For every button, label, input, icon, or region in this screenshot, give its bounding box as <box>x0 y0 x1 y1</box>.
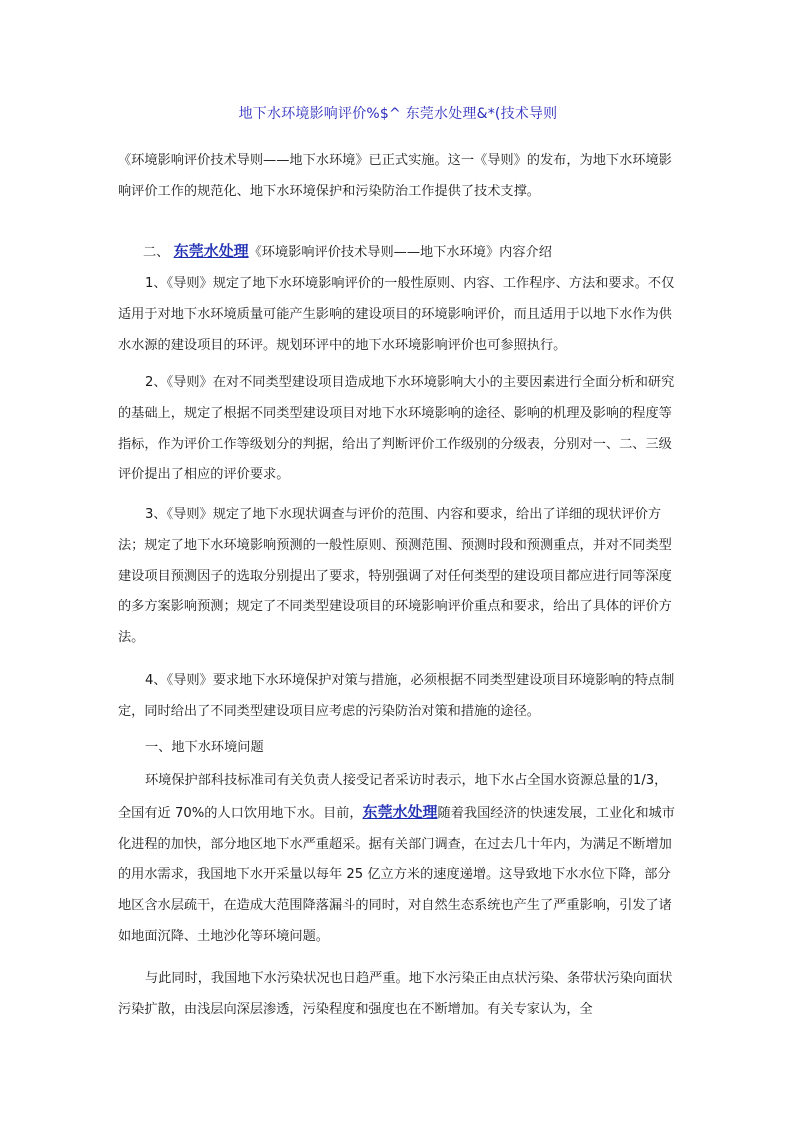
section1-heading: 一、地下水环境问题 <box>145 740 264 755</box>
guide-item-1: 1、《导则》规定了地下水环境影响评价的一般性原则、内容、工作程序、方法和要求。不仅适用于对地下水环境质量可能产生影响的建设项目的环境影响评价，而且适用于以地下水作为供水水源的建设项目的环评。规划环评中的地下水环境影响评价也可参照执行。 <box>118 276 675 353</box>
groundwater-problem-paragraph <box>118 766 678 953</box>
guide-item-4: 4、《导则》要求地下水环境保护对策与措施，必须根据不同类型建设项目环境影响的特点制定，同时给出了不同类型建设项目应考虑的污染防治对策和措施的途径。 <box>118 673 675 719</box>
pollution-paragraph: 与此同时，我国地下水污染状况也日趋严重。地下水污染正由点状污染、条带状污染向面状污染扩散，由浅层向深层渗透，污染程度和强度也在不断增加。有关专家认为，全 <box>118 971 673 1017</box>
document-title: 地下水环境影响评价%$^ 东莞水处理&*(技术导则 <box>238 106 558 122</box>
section2-suffix: 《环境影响评价技术导则——地下水环境》内容介绍 <box>248 245 552 260</box>
para-a-before: 环境保护部科技标准司有关负责人接受记者采访时表示，地下水占全国水资源总量的1/3，全国有近 70%的人口饮用地下水。目前， <box>118 773 668 821</box>
dongguan-water-link[interactable]: 东莞水处理 <box>173 242 249 260</box>
para-a-after: 随着我国经济的快速发展，工业化和城市化进程的加快，部分地区地下水严重超采。据有关部门调查，在过去几十年内，为满足不断增加的用水需求，我国地下水开采量以每年 25 亿立方米的速度递增。这导致地下水水位下降，部分地区含水层疏干，在造成大范围降落漏斗的同时，对自然生态系统也产生了严重影响，引发了诸如地面沉降、土地沙化等环境问题。 <box>118 805 675 944</box>
section2-heading <box>143 236 678 269</box>
guide-item-2: 2、《导则》在对不同类型建设项目造成地下水环境影响大小的主要因素进行全面分析和研究的基础上，规定了根据不同类型建设项目对地下水环境影响的途径、影响的机理及影响的程度等指标，作为评价工作等级划分的判据，给出了判断评价工作级别的分级表，分别对一、二、三级评价提出了相应的评价要求。 <box>118 375 675 483</box>
guide-item-3: 3、《导则》规定了地下水现状调查与评价的范围、内容和要求，给出了详细的现状评价方法；规定了地下水环境影响预测的一般性原则、预测范围、预测时段和预测重点，并对不同类型建设项目预测因子的选取分别提出了要求，特别强调了对任何类型的建设项目都应进行同等深度的多方案影响预测；规定了不同类型建设项目的环境影响评价重点和要求，给出了具体的评价方法。 <box>118 507 672 646</box>
section2-prefix: 二、 <box>143 245 170 260</box>
dongguan-water-link-inline[interactable]: 东莞水处理 <box>362 802 438 821</box>
intro-paragraph: 《环境影响评价技术导则——地下水环境》已正式实施。这一《导则》的发布，为地下水环境影响评价工作的规范化、地下水环境保护和污染防治工作提供了技术支撑。 <box>118 153 672 199</box>
